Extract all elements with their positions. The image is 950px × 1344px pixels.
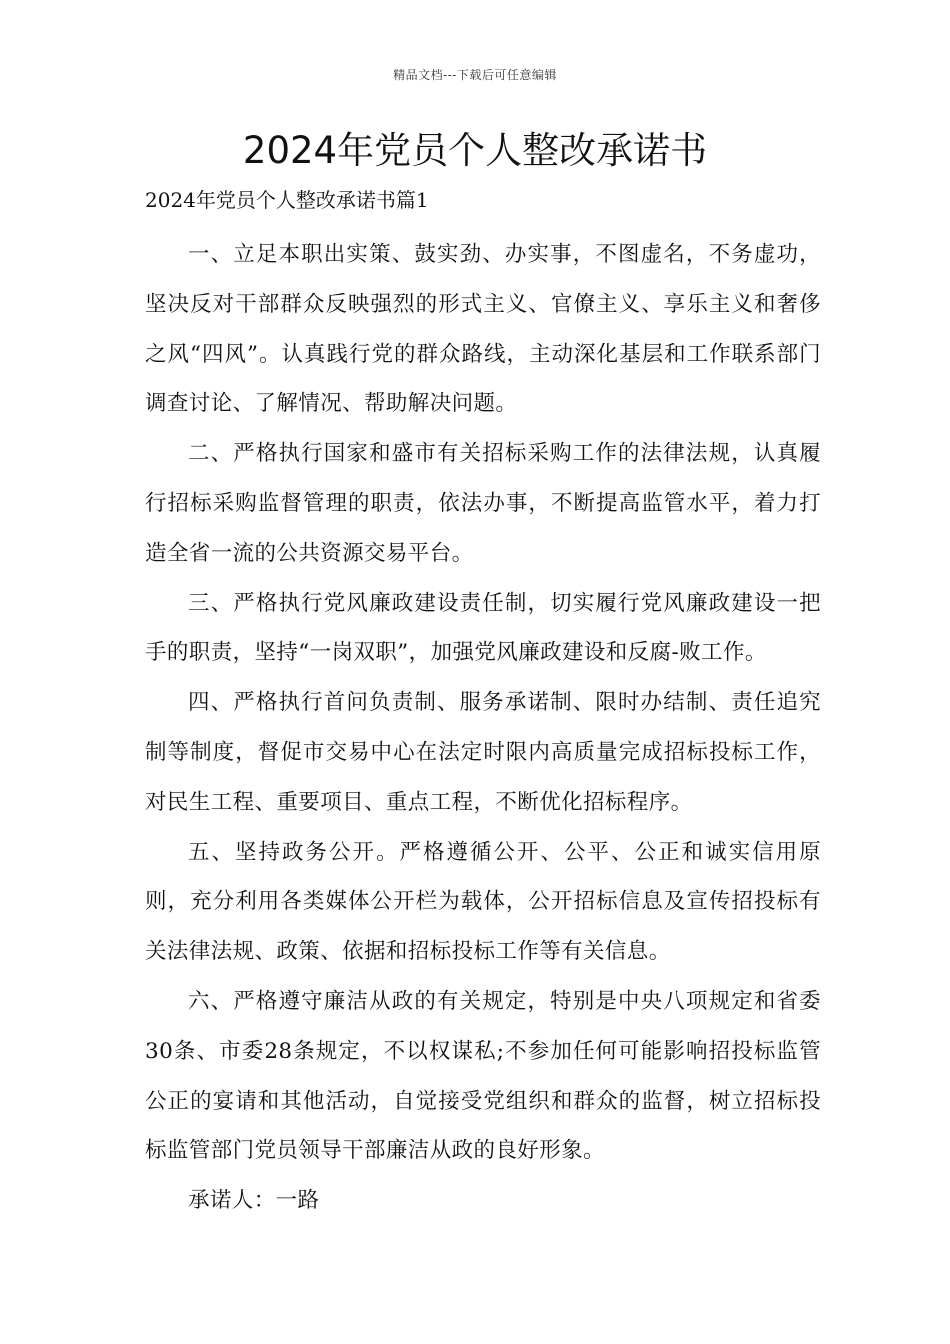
document-body	[145, 230, 821, 1226]
signature-line: 承诺人：一路	[188, 1188, 320, 1214]
paragraph-3: 三、严格执行党风廉政建设责任制，切实履行党风廉政建设一把手的职责，坚持“一岗双职”，加强党风廉政建设和反腐-败工作。	[145, 590, 821, 666]
document-title: 2024年党员个人整改承诺书	[242, 129, 708, 172]
paragraph-4: 四、严格执行首问负责制、服务承诺制、限时办结制、责任追究制等制度，督促市交易中心在法定时限内高质量完成招标投标工作，对民生工程、重要项目、重点工程，不断优化招标程序。	[145, 690, 821, 815]
paragraph-2: 二、严格执行国家和盛市有关招标采购工作的法律法规，认真履行招标采购监督管理的职责，依法办事，不断提高监管水平，着力打造全省一流的公共资源交易平台。	[145, 441, 821, 566]
section-subtitle: 2024年党员个人整改承诺书篇1	[145, 188, 429, 212]
paragraph-6: 六、严格遵守廉洁从政的有关规定，特别是中央八项规定和省委30条、市委28条规定，不以权谋私;不参加任何可能影响招投标监管公正的宴请和其他活动，自觉接受党组织和群众的监督，树立招标投标监管部门党员领导干部廉洁从政的良好形象。	[145, 988, 821, 1164]
header-note: 精品文档---下载后可任意编辑	[393, 68, 557, 82]
paragraph-5: 五、坚持政务公开。严格遵循公开、公平、公正和诚实信用原则，充分利用各类媒体公开栏为载体，公开招标信息及宣传招投标有关法律法规、政策、依据和招标投标工作等有关信息。	[145, 839, 821, 965]
paragraph-1: 一、立足本职出实策、鼓实劲、办实事，不图虚名，不务虚功，坚决反对干部群众反映强烈的形式主义、官僚主义、享乐主义和奢侈之风“四风”。认真践行党的群众路线，主动深化基层和工作联系部门调查讨论、了解情况、帮助解决问题。	[145, 242, 821, 417]
